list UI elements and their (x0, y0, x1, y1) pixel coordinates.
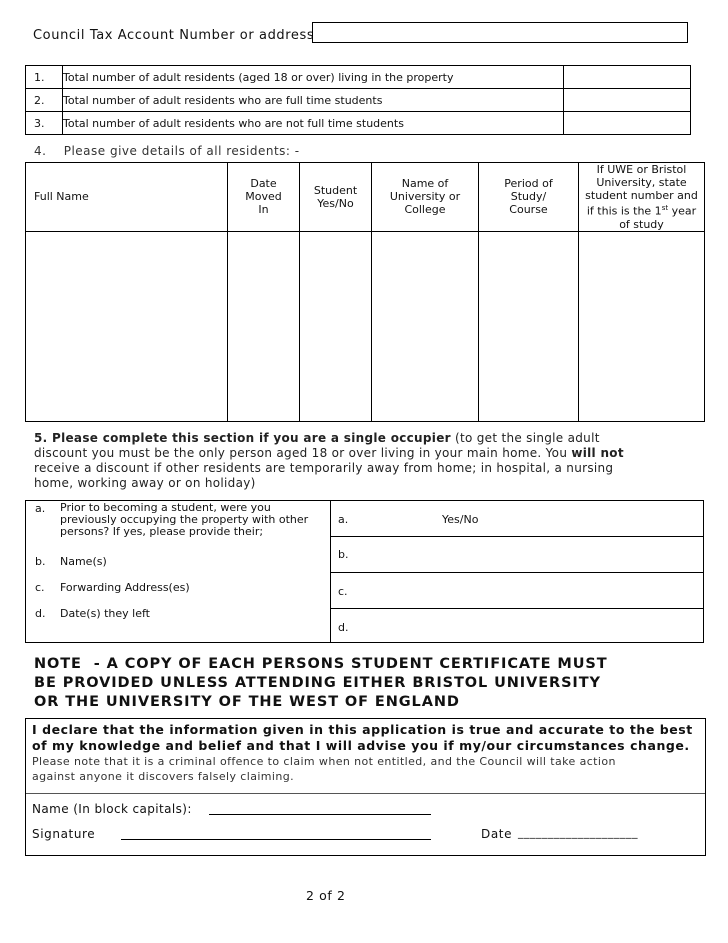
header-full-name: Full Name (26, 163, 228, 232)
date-moved-in-field[interactable] (228, 231, 300, 421)
left-label-b: b. (35, 555, 46, 568)
left-text-d: Date(s) they left (60, 607, 150, 620)
header-period (479, 163, 579, 232)
summary-row (26, 66, 691, 89)
q4-heading (34, 144, 300, 158)
declaration-note (32, 754, 616, 784)
note-block (34, 655, 608, 712)
summary-value-field[interactable] (564, 112, 691, 135)
header-student (300, 163, 372, 232)
declaration-bold-line: I declare that the information given in this application is true and accurate to the best (32, 722, 693, 737)
right-label-b: b. (338, 548, 349, 561)
residents-entry-row (26, 231, 705, 421)
note-line: OR THE UNIVERSITY OF THE WEST OF ENGLAND (34, 694, 460, 710)
name-label: Name (In block capitals): (32, 802, 192, 816)
date-label: Date (481, 827, 513, 841)
header-university (372, 163, 479, 232)
university-field[interactable] (372, 231, 479, 421)
q4-num: 4. (34, 144, 47, 158)
left-text-a: Prior to becoming a student, were you previously occupying the property with other persons? If yes, please provide their; (60, 501, 309, 538)
name-input-line[interactable] (209, 814, 431, 815)
q5-bold: 5. Please complete this section if you are a single occupier (34, 431, 451, 445)
header-period-text: Period of Study/ Course (504, 177, 553, 217)
declaration-box (25, 718, 706, 856)
residents-details-table (25, 162, 705, 422)
right-label-c: c. (338, 585, 348, 598)
left-label-a: a. (35, 502, 46, 515)
residents-summary-table (25, 65, 691, 135)
header-university-text: Name of University or College (389, 177, 461, 217)
declaration-bold-line: of my knowledge and belief and that I will advise you if my/our circumstances change. (32, 738, 690, 753)
signature-input-line[interactable] (121, 839, 431, 840)
header-uwe (579, 163, 705, 232)
q5-paragraph (34, 431, 624, 491)
period-field[interactable] (479, 231, 579, 421)
summary-num: 3. (26, 112, 63, 135)
note-line: BE PROVIDED UNLESS ATTENDING EITHER BRISTOL UNIVERSITY (34, 675, 601, 691)
date-input-blank[interactable]: ____________________ (518, 826, 638, 839)
residents-header-row (26, 163, 705, 232)
summary-num: 1. (26, 66, 63, 89)
left-text-b: Name(s) (60, 555, 107, 568)
summary-text: Total number of adult residents (aged 18 or over) living in the property (63, 66, 564, 89)
account-label: Council Tax Account Number or address (33, 28, 315, 43)
single-occupier-box (25, 500, 704, 643)
row-divider (330, 536, 704, 537)
account-input[interactable] (312, 22, 688, 43)
summary-text: Total number of adult residents who are not full time students (63, 112, 564, 135)
summary-row (26, 89, 691, 112)
summary-value-field[interactable] (564, 89, 691, 112)
header-date-moved-in-text: Date Moved In (245, 177, 282, 217)
note-line: NOTE - A COPY OF EACH PERSONS STUDENT CERTIFICATE MUST (34, 656, 608, 672)
q4-text: Please give details of all residents: - (63, 144, 300, 158)
summary-num: 2. (26, 89, 63, 112)
right-yes-no[interactable]: Yes/No (442, 513, 479, 526)
uwe-field[interactable] (579, 231, 705, 421)
page-number: 2 of 2 (306, 888, 346, 903)
header-uwe-sup: st (661, 204, 669, 212)
summary-row (26, 112, 691, 135)
row-divider (330, 572, 704, 573)
signature-label: Signature (32, 827, 96, 841)
full-name-field[interactable] (26, 231, 228, 421)
right-label-a: a. (338, 513, 349, 526)
header-date-moved-in (228, 163, 300, 232)
summary-value-field[interactable] (564, 66, 691, 89)
left-label-d: d. (35, 607, 46, 620)
header-uwe-text: If UWE or Bristol University, state student number and if this is the 1 (585, 163, 698, 218)
header-uwe-text-2: year of study (619, 204, 697, 231)
declaration-divider (26, 793, 705, 794)
header-student-text: Student Yes/No (313, 183, 358, 210)
student-field[interactable] (300, 231, 372, 421)
summary-text: Total number of adult residents who are full time students (63, 89, 564, 112)
q5-bold2: will not (571, 446, 624, 460)
row-divider (330, 608, 704, 609)
declaration-bold (32, 722, 693, 754)
q5-text1: (to get the single adult discount you must be the only person aged 18 or over living in your main home. You (34, 431, 600, 460)
declaration-note-line: Please note that it is a criminal offence to claim when not entitled, and the Council will take action (32, 755, 616, 768)
right-label-d: d. (338, 621, 349, 634)
q5-text2: receive a discount if other residents are temporarily away from home; in hospital, a nursing home, working away or on holiday) (34, 461, 614, 490)
left-label-c: c. (35, 581, 45, 594)
left-text-c: Forwarding Address(es) (60, 581, 190, 594)
declaration-note-line: against anyone it discovers falsely claiming. (32, 770, 295, 783)
